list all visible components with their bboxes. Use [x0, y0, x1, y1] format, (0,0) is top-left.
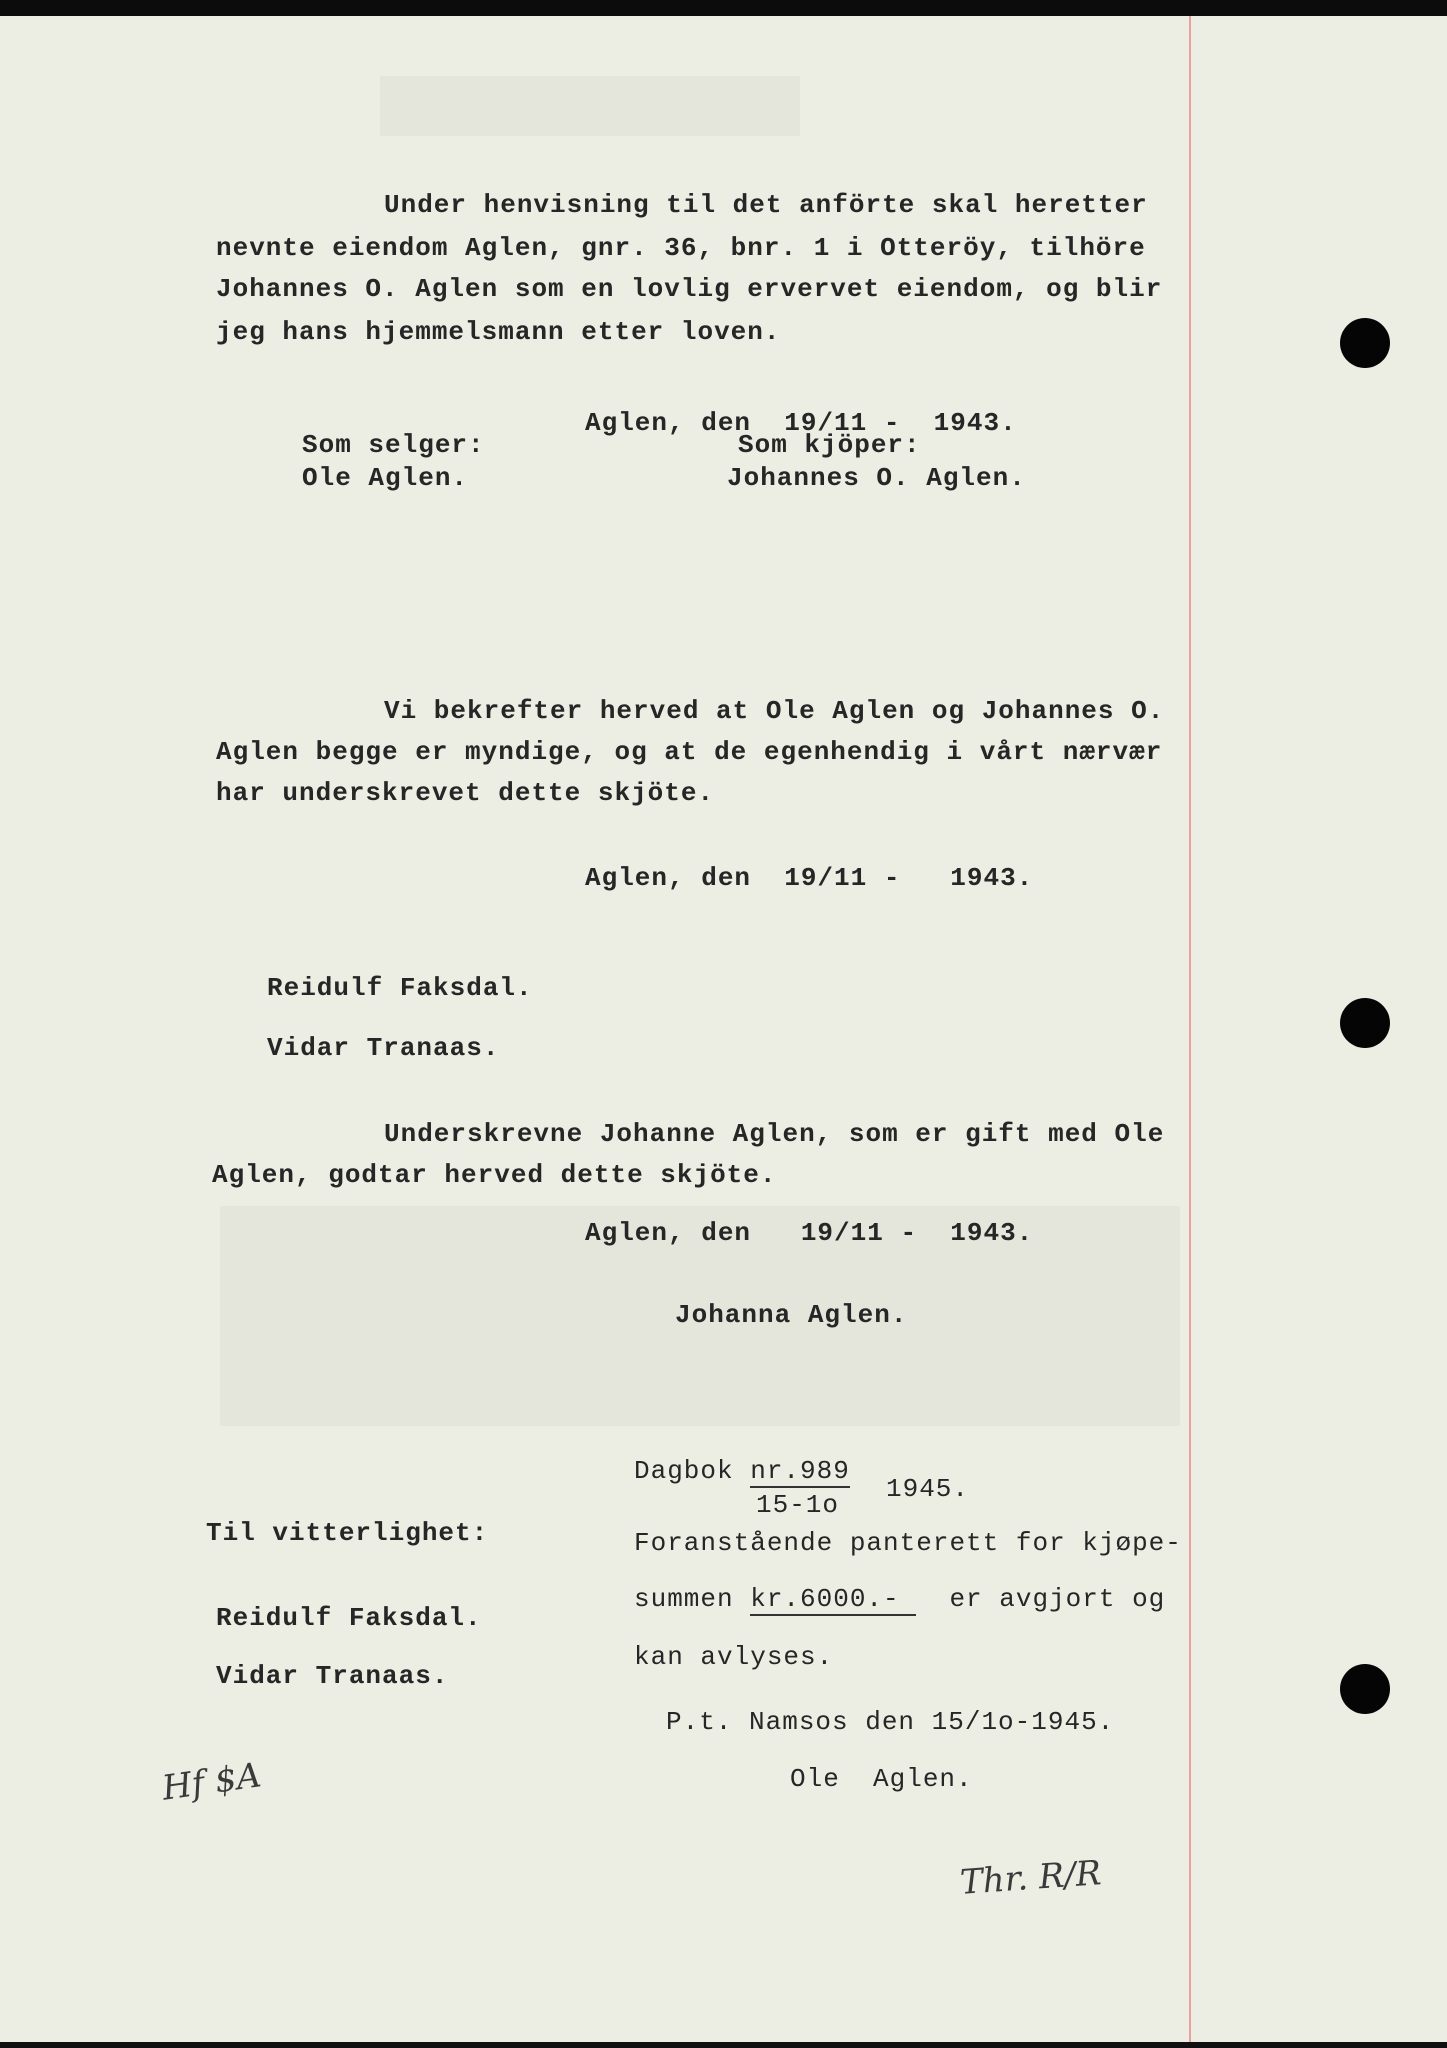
document-page — [0, 16, 1447, 2042]
attest-witness-1: Reidulf Faksdal. — [216, 1603, 482, 1633]
diary-line1 — [634, 1456, 850, 1486]
witness-1: Reidulf Faksdal. — [267, 973, 533, 1003]
place-date-2: Aglen, den 19/11 - 1943. — [585, 863, 1034, 893]
witness-2: Vidar Tranaas. — [267, 1033, 500, 1063]
buyer-label: Som kjöper: — [738, 430, 921, 460]
para2-line3: har underskrevet dette skjöte. — [216, 778, 715, 808]
para1-line1: Under henvisning til det anförte skal heretter — [384, 190, 1148, 220]
annotation-line1: Foranstående panterett for kjøpe- — [634, 1528, 1182, 1558]
para3-line2: Aglen, godtar herved dette skjöte. — [212, 1160, 777, 1190]
annotation-line2-b: er avgjort og — [916, 1584, 1166, 1614]
scan-top-border — [0, 0, 1447, 16]
diary-date: 15-1o — [756, 1490, 840, 1520]
para1-line3: Johannes O. Aglen som en lovlig ervervet eiendom, og blir — [216, 274, 1163, 304]
witness-heading: Til vitterlighet: — [206, 1518, 489, 1548]
bleed-through — [380, 76, 800, 136]
punch-hole — [1340, 318, 1390, 368]
diary-year: 1945. — [886, 1474, 970, 1504]
seller-label: Som selger: — [302, 430, 485, 460]
attest-witness-2: Vidar Tranaas. — [216, 1661, 449, 1691]
annotation-place-date: P.t. Namsos den 15/1o-1945. — [666, 1707, 1115, 1737]
annotation-signature: Ole Aglen. — [790, 1764, 973, 1794]
place-date-1: Aglen, den 19/11 - 1943. — [585, 408, 1017, 438]
para1-line4: jeg hans hjemmelsmann etter loven. — [216, 317, 781, 347]
punch-hole — [1340, 1664, 1390, 1714]
amount: kr.6000.- — [750, 1584, 917, 1614]
place-date-3: Aglen, den 19/11 - 1943. — [585, 1218, 1034, 1248]
diary-number: nr.989 — [750, 1456, 850, 1486]
spouse-signature: Johanna Aglen. — [675, 1300, 908, 1330]
buyer-name: Johannes O. Aglen. — [727, 463, 1026, 493]
annotation-line3: kan avlyses. — [634, 1642, 834, 1672]
para2-line2: Aglen begge er myndige, og at de egenhendig i vårt nærvær — [216, 737, 1163, 767]
annotation-line2-a: summen — [634, 1584, 751, 1614]
para2-line1: Vi bekrefter herved at Ole Aglen og Johannes O. — [384, 696, 1165, 726]
seller-name: Ole Aglen. — [302, 463, 469, 493]
diary-prefix: Dagbok — [634, 1456, 751, 1486]
punch-hole — [1340, 998, 1390, 1048]
para3-line1: Underskrevne Johanne Aglen, som er gift med Ole — [384, 1119, 1165, 1149]
handwritten-initials-left: Hf $A — [159, 1755, 264, 1809]
annotation-line2 — [634, 1584, 1165, 1614]
margin-line — [1189, 16, 1191, 2042]
handwritten-initials-right: Thr. R/R — [958, 1853, 1103, 1903]
para1-line2: nevnte eiendom Aglen, gnr. 36, bnr. 1 i Otteröy, tilhöre — [216, 233, 1146, 263]
